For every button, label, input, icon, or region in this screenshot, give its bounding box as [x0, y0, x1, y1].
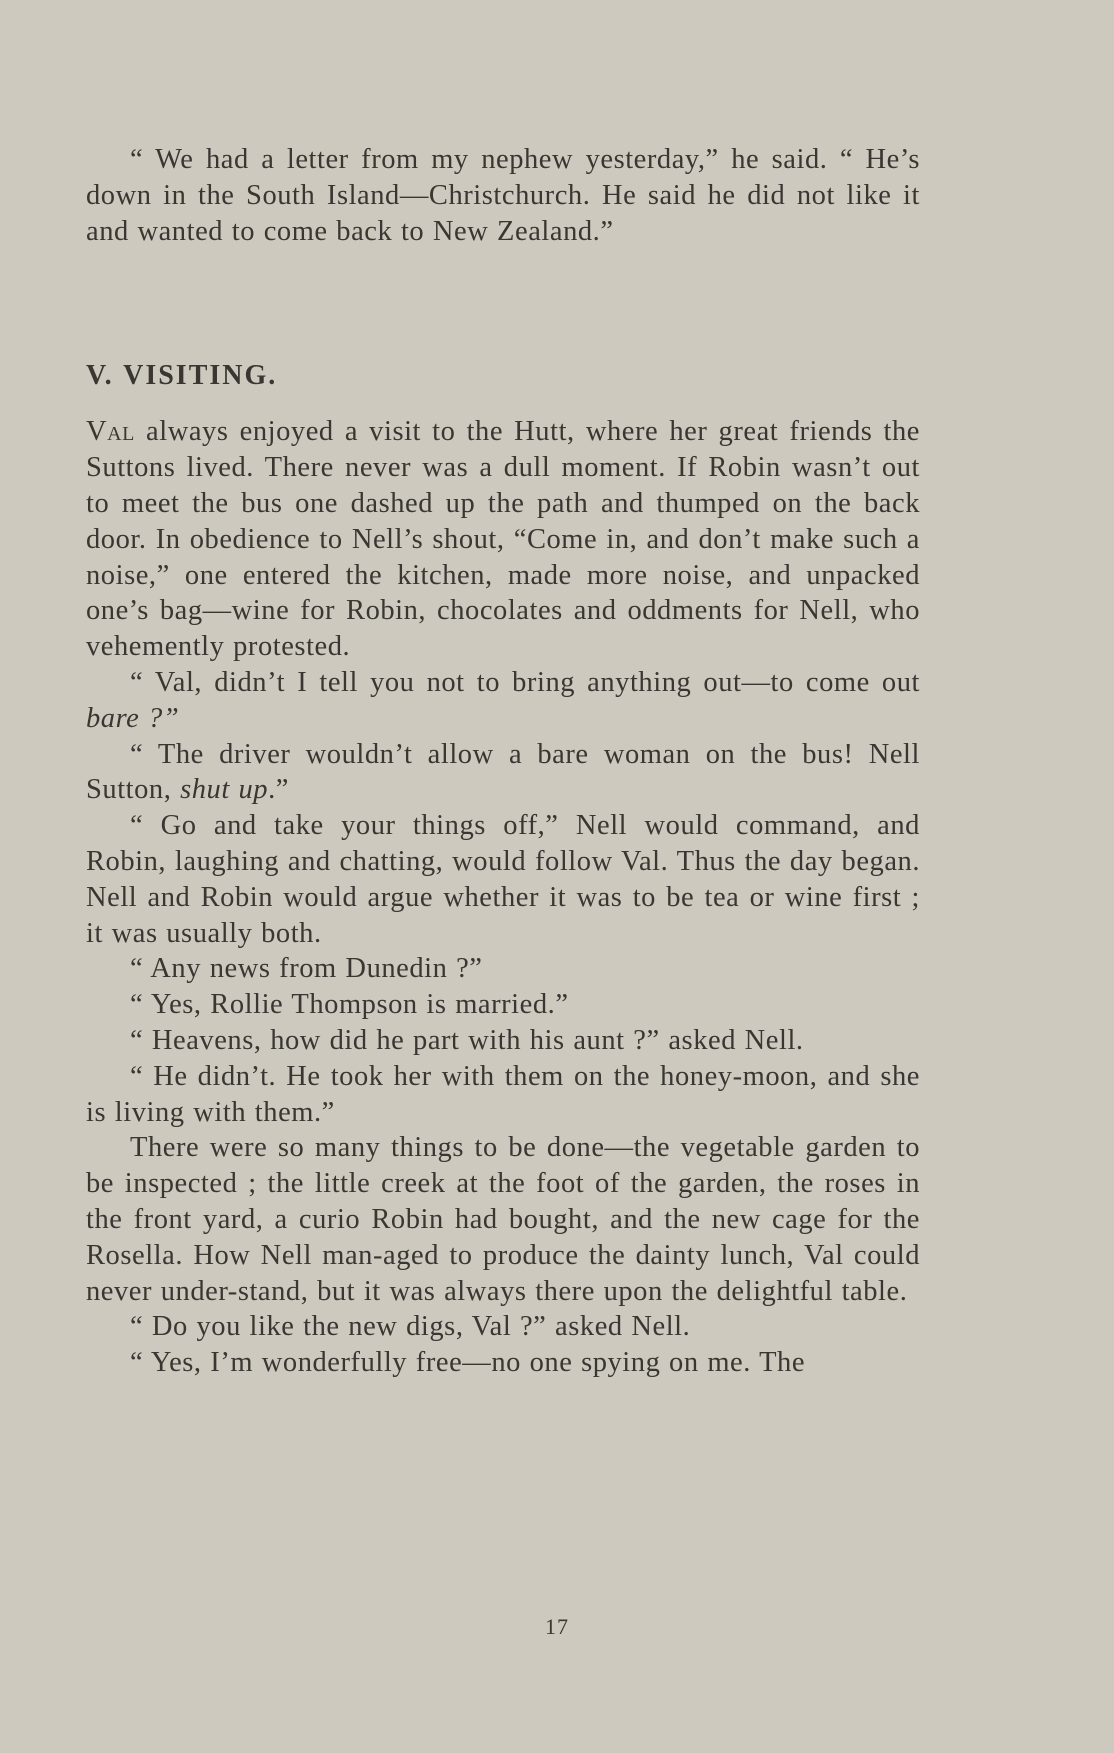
paragraph-9: There were so many things to be done—the vegetable garden to be inspected ; the little creek at the foot of the garden, the roses in the front yard, a curio Robin had bought, and the new cage for the Rosella. How Nell man-aged to produce the dainty lunch, Val could never under-stand, but it was always there upon the delightful table.	[86, 1132, 920, 1307]
paragraph-2	[86, 665, 920, 737]
paragraph-1-lead: Val	[86, 416, 135, 448]
paragraph-1-rest: always enjoyed a visit to the Hutt, where her great friends the Suttons lived. There never was a dull moment. If Robin wasn’t out to meet the bus one dashed up the path and thumped on the back door. In obedience to Nell’s shout, “Come in, and don’t make such a noise,” one entered the kitchen, made more noise, and unpacked one’s bag—wine for Robin, chocolates and oddments for Nell, who vehemently protested.	[86, 416, 920, 663]
paragraph-3	[86, 737, 920, 809]
page-text	[86, 142, 920, 1381]
page-number: 17	[545, 1614, 569, 1639]
paragraph-3-end: .”	[268, 774, 289, 806]
paragraph-8: “ He didn’t. He took her with them on the honey-moon, and she is living with them.”	[86, 1060, 920, 1128]
paragraph-4: “ Go and take your things off,” Nell would command, and Robin, laughing and chatting, would follow Val. Thus the day began. Nell and Robin would argue whether it was to be tea or wine first ; it was usually both.	[86, 810, 920, 949]
paragraph-5: “ Any news from Dunedin ?”	[130, 953, 483, 985]
chapter-heading: V. VISITING.	[86, 360, 278, 392]
paragraph-2-emphasis: bare ?”	[86, 702, 180, 734]
paragraph-3-text: “ The driver wouldn’t allow a bare woman on the bus! Nell Sutton,	[86, 738, 920, 806]
paragraph-2-text: “ Val, didn’t I tell you not to bring anything out—to come out	[130, 666, 920, 698]
paragraph-11: “ Yes, I’m wonderfully free—no one spying on me. The	[130, 1347, 806, 1379]
paragraph-3-emphasis: shut up	[180, 774, 269, 806]
paragraph-10: “ Do you like the new digs, Val ?” asked Nell.	[130, 1311, 691, 1343]
paragraph-6: “ Yes, Rollie Thompson is married.”	[130, 989, 569, 1021]
opening-paragraph: “ We had a letter from my nephew yesterday,” he said. “ He’s down in the South Island—Christchurch. He said he did not like it and wanted to come back to New Zealand.”	[86, 144, 920, 247]
paragraph-1	[86, 414, 920, 665]
paragraph-7: “ Heavens, how did he part with his aunt ?” asked Nell.	[130, 1024, 804, 1056]
